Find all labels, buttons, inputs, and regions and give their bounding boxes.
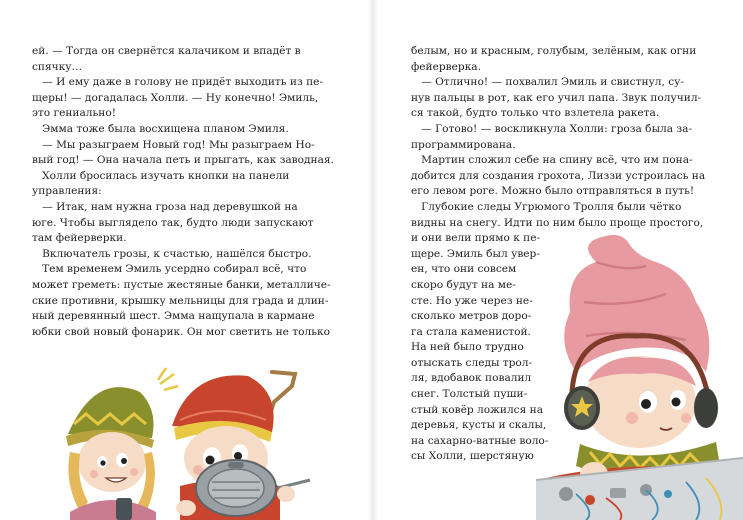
- text-line: деревья, кусты и скалы,: [411, 419, 547, 432]
- text-line: белым, но и красным, голубым, зелёным, как огни: [411, 45, 697, 57]
- text-line: щеры! — догадалась Холли. — Ну конечно! Эмиль,: [32, 91, 319, 104]
- text-line: это гениально!: [32, 107, 116, 120]
- text-line: отыскать следы трол-: [411, 356, 533, 369]
- text-line: вый год! — Она начала петь и прыгать, как заводная.: [32, 154, 334, 167]
- text-line: ен, что они совсем: [411, 263, 517, 276]
- text-line: управления:: [32, 185, 102, 198]
- text-line: сте. Но уже через не-: [411, 294, 533, 307]
- text-line: снег. Толстый пуши-: [411, 388, 528, 401]
- headphone-star: [564, 386, 600, 430]
- text-line: сколько метров доро-: [411, 310, 532, 323]
- text-line: щере. Эмиль был увер-: [411, 247, 540, 260]
- text-line: ся такой, будто только что взлетела ракета.: [411, 107, 660, 120]
- text-line: Эмма тоже была восхищена планом Эмиля.: [32, 122, 289, 135]
- holli-illustration: [536, 232, 743, 520]
- right-page: [376, 0, 743, 520]
- text-line: ские противни, крышку мельницы для града и длин-: [32, 294, 329, 307]
- text-line: там фейерверки.: [32, 232, 127, 245]
- left-child: [66, 368, 178, 520]
- text-line: юге. Чтобы выглядело так, будто люди запускают: [32, 216, 314, 229]
- text-line: Глубокие следы Угрюмого Тролля были чётко: [411, 200, 682, 213]
- text-line: может греметь: пустые жестяные банки, металличе-: [32, 278, 331, 291]
- text-line: ный деревянный шест. Эмма нащупала в кармане: [32, 310, 315, 323]
- text-line: — И ему даже в голову не придёт выходить из пе-: [32, 76, 323, 89]
- children-illustration: [40, 362, 350, 520]
- pot-lid: [196, 460, 310, 516]
- text-line: стый ковёр ложился на: [411, 403, 544, 416]
- text-line: Включатель грозы, к счастью, нашёлся быстро.: [32, 247, 312, 260]
- text-line: Тем временем Эмиль усердно собирал всё, что: [32, 263, 307, 276]
- text-line: добится для создания грохота, Лиззи устроилась на: [411, 169, 706, 182]
- left-page-text: [32, 44, 332, 340]
- text-line: фейерверка.: [411, 60, 481, 73]
- text-line: нув пальцы в рот, как его учил папа. Звук получил-: [411, 91, 702, 104]
- text-line: га стала каменистой.: [411, 325, 531, 338]
- text-line: скоро будут на ме-: [411, 278, 516, 291]
- text-line: — Мы разыграем Новый год! Мы разыграем Но-: [32, 138, 315, 151]
- text-line: и они вели прямо к пе-: [411, 232, 541, 245]
- text-line: спячку…: [32, 60, 83, 73]
- left-page: [0, 0, 370, 520]
- text-line: Мартин сложил себе на спину всё, что им пона-: [411, 154, 693, 167]
- text-line: программирована.: [411, 138, 516, 151]
- text-line: ей. — Тогда он свернётся калачиком и впадёт в: [32, 45, 301, 57]
- text-line: видны на снегу. Идти по ним было проще простого,: [411, 216, 704, 229]
- text-line: На ней было трудно: [411, 341, 524, 354]
- text-line: — Итак, нам нужна гроза над деревушкой на: [32, 200, 298, 213]
- text-line: на сахарно-ватные воло-: [411, 434, 549, 447]
- text-line: ля, вдобавок повалил: [411, 372, 532, 385]
- text-line: Холли бросилась изучать кнопки на панели: [32, 169, 290, 182]
- text-line: его левом роге. Можно было отправляться в путь!: [411, 185, 695, 198]
- text-line: юбки свой новый фонарик. Он мог светить не только: [32, 325, 331, 338]
- text-line: — Отлично! — похвалил Эмиль и свистнул, су-: [411, 76, 684, 89]
- text-line: сы Холли, шерстяную: [411, 450, 534, 463]
- text-line: — Готово! — воскликнула Холли: гроза была за-: [411, 122, 693, 135]
